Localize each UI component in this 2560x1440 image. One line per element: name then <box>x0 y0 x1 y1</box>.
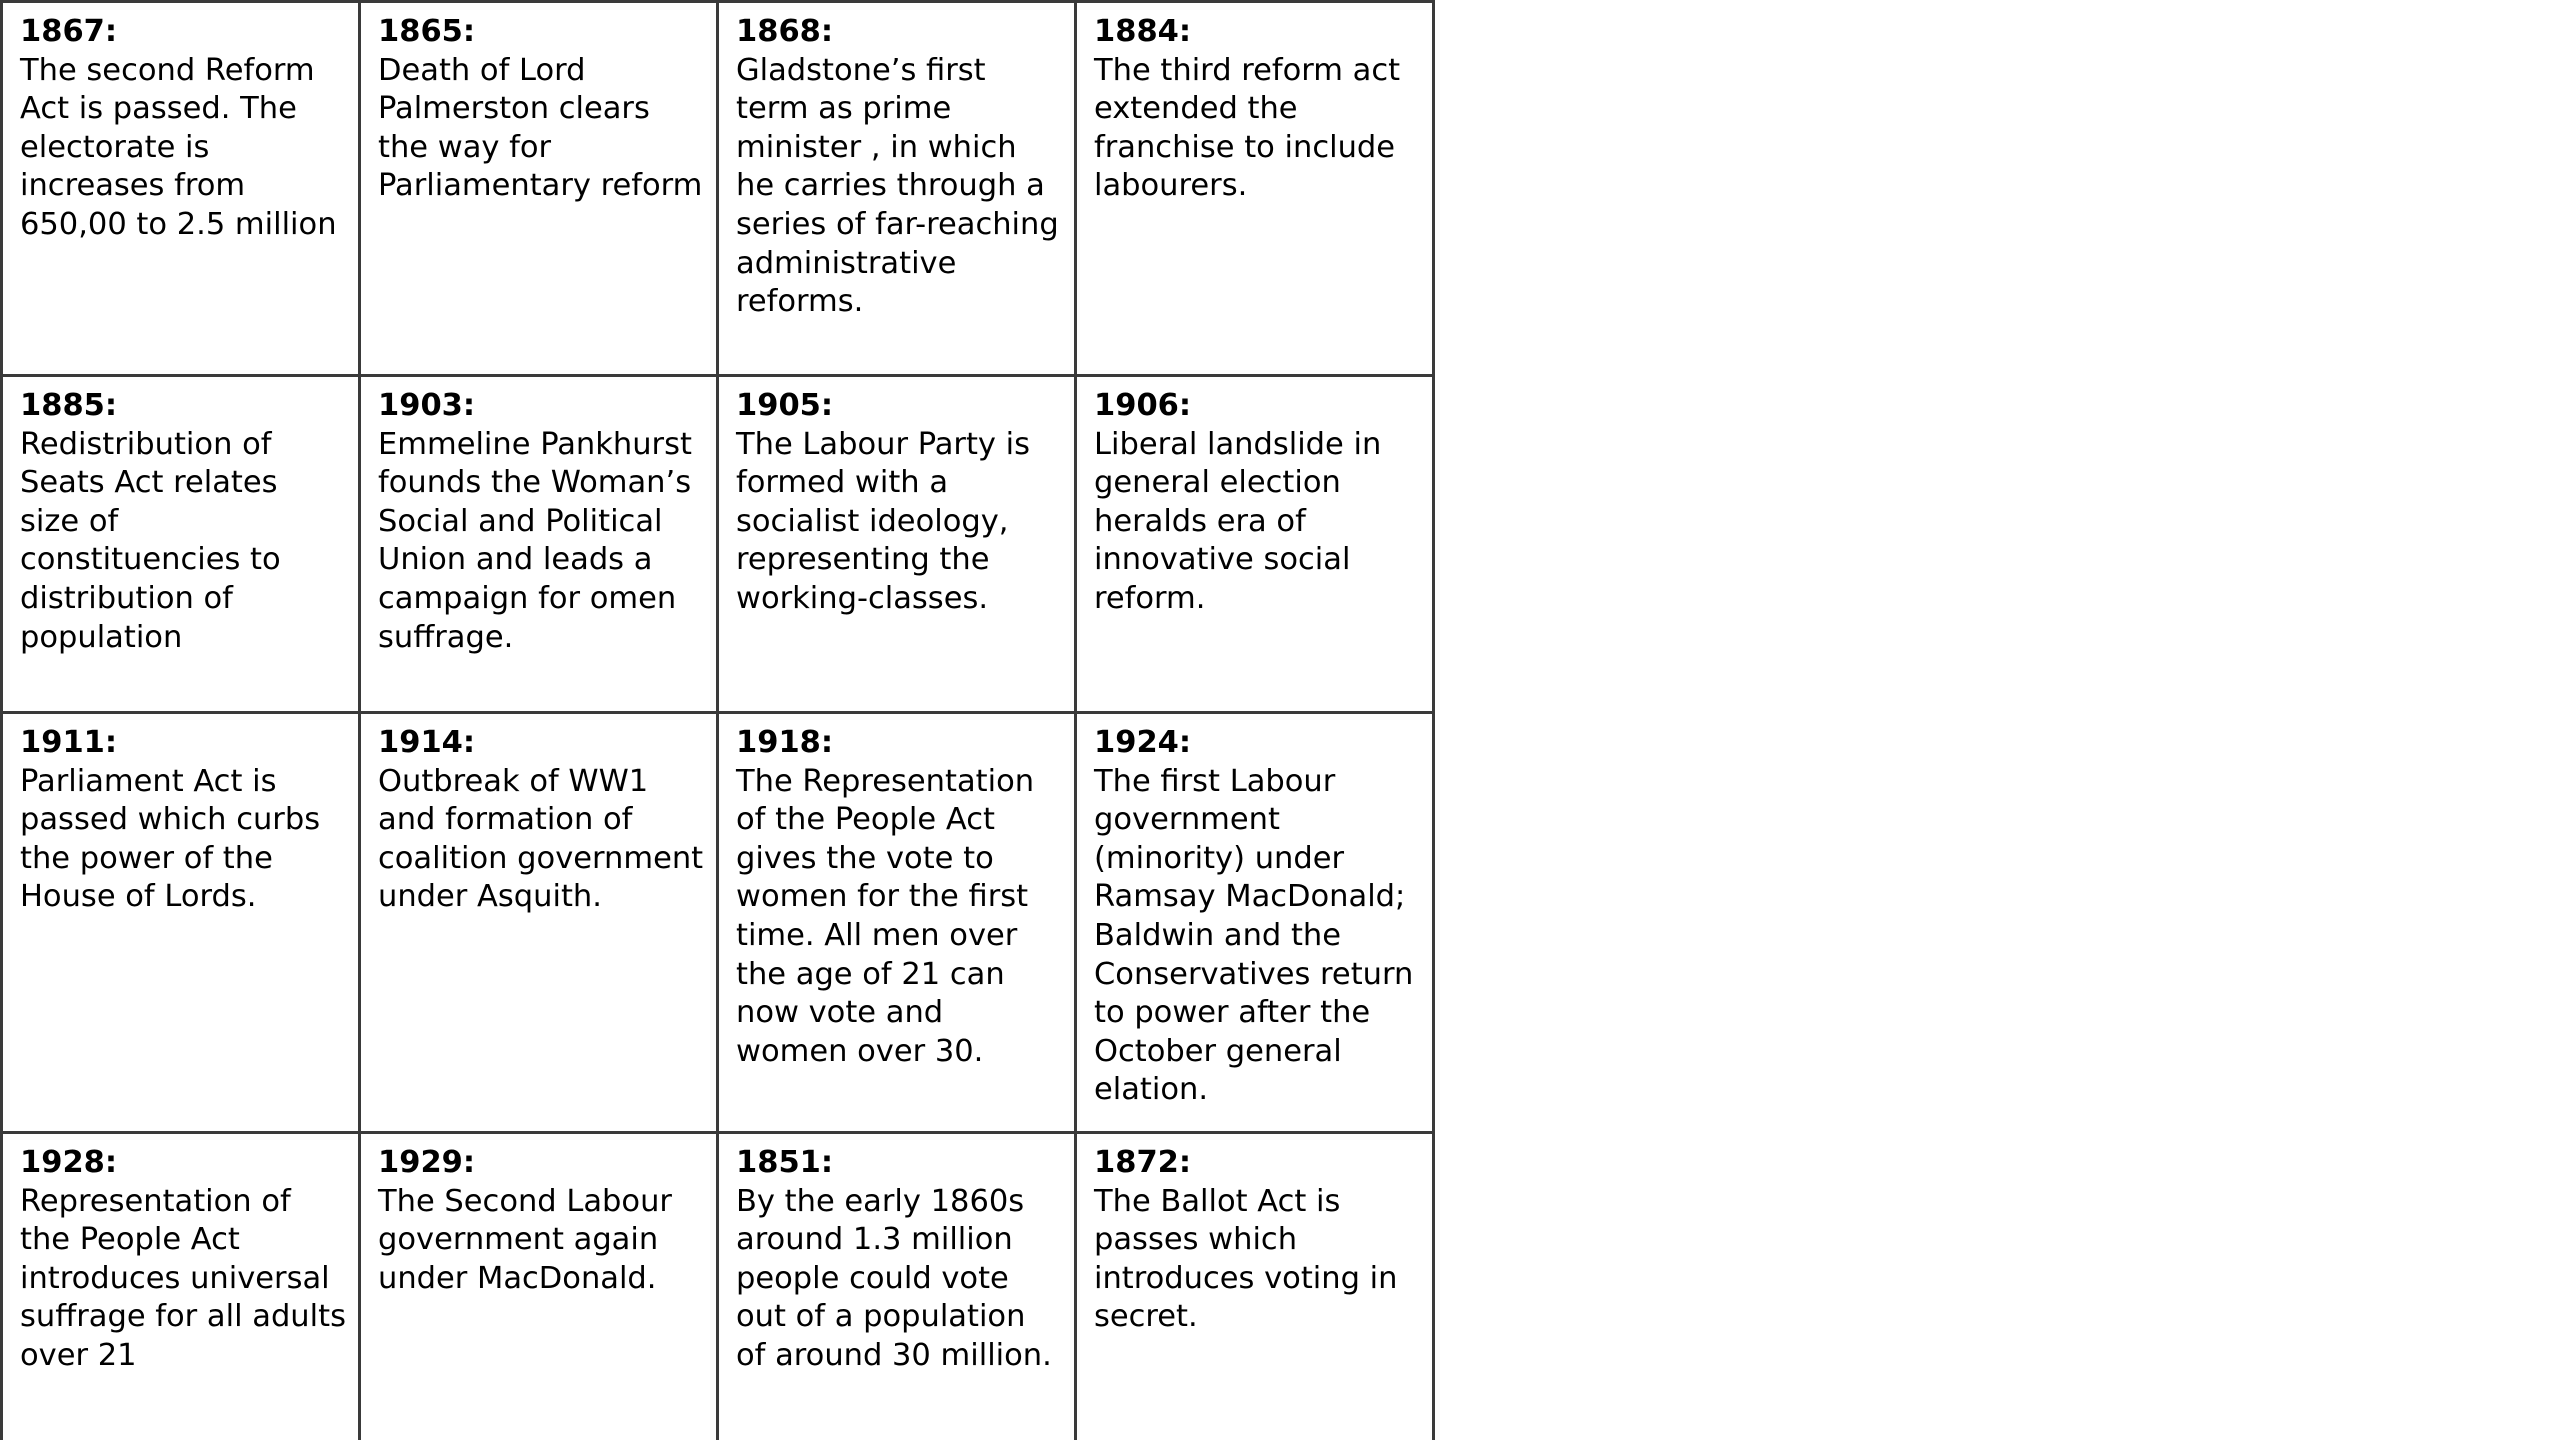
event-description: Emmeline Pankhurst founds the Woman’s Social and Political Union and leads a campaign for omen suffrage. <box>378 426 692 655</box>
event-year: 1872: <box>1094 1145 1192 1180</box>
event-year: 1906: <box>1094 388 1192 423</box>
event-description: The third reform act extended the franchise to include labourers. <box>1094 52 1401 204</box>
event-year: 1924: <box>1094 725 1192 760</box>
event-description: By the early 1860s around 1.3 million people could vote out of a population of around 30 million. <box>736 1183 1052 1373</box>
table-row <box>2 376 1434 713</box>
event-card <box>360 376 718 713</box>
event-card <box>718 2 1076 376</box>
event-card <box>718 713 1076 1133</box>
event-description: The Second Labour government again under MacDonald. <box>378 1183 672 1296</box>
event-year: 1905: <box>736 388 834 423</box>
event-description: The first Labour government (minority) under Ramsay MacDonald; Baldwin and the Conservatives return to power after the October general elation. <box>1094 763 1414 1108</box>
event-card <box>360 1133 718 1440</box>
event-description: The second Reform Act is passed. The electorate is increases from 650,00 to 2.5 million <box>20 52 337 242</box>
event-card <box>2 1133 360 1440</box>
event-year: 1903: <box>378 388 476 423</box>
event-card <box>1076 376 1434 713</box>
event-year: 1868: <box>736 14 834 49</box>
event-card <box>718 376 1076 713</box>
event-year: 1929: <box>378 1145 476 1180</box>
event-description: The Labour Party is formed with a socialist ideology, representing the working-classes. <box>736 426 1031 616</box>
event-description: Redistribution of Seats Act relates size of constituencies to distribution of population <box>20 426 281 655</box>
event-year: 1885: <box>20 388 118 423</box>
event-card <box>1076 713 1434 1133</box>
event-description: The Ballot Act is passes which introduces voting in secret. <box>1094 1183 1398 1335</box>
event-year: 1851: <box>736 1145 834 1180</box>
event-card <box>1076 1133 1434 1440</box>
event-card <box>2 2 360 376</box>
event-card <box>360 713 718 1133</box>
event-card <box>1076 2 1434 376</box>
event-year: 1867: <box>20 14 118 49</box>
event-card <box>718 1133 1076 1440</box>
event-card <box>2 376 360 713</box>
event-year: 1918: <box>736 725 834 760</box>
table-row <box>2 1133 1434 1440</box>
event-card <box>360 2 718 376</box>
event-description: The Representation of the People Act gives the vote to women for the first time. All men over the age of 21 can now vote and women over 30. <box>736 763 1035 1069</box>
event-description: Death of Lord Palmerston clears the way for Parliamentary reform <box>378 52 703 204</box>
table-row <box>2 2 1434 376</box>
event-description: Outbreak of WW1 and formation of coalition government under Asquith. <box>378 763 704 915</box>
event-year: 1865: <box>378 14 476 49</box>
event-year: 1914: <box>378 725 476 760</box>
event-year: 1928: <box>20 1145 118 1180</box>
table-row <box>2 713 1434 1133</box>
event-description: Gladstone’s first term as prime minister , in which he carries through a series of far-reaching administrative reforms. <box>736 52 1059 320</box>
event-year: 1911: <box>20 725 118 760</box>
event-card <box>2 713 360 1133</box>
event-description: Parliament Act is passed which curbs the power of the House of Lords. <box>20 763 321 915</box>
event-description: Liberal landslide in general election heralds era of innovative social reform. <box>1094 426 1382 616</box>
event-description: Representation of the People Act introduces universal suffrage for all adults over 21 <box>20 1183 346 1373</box>
event-year: 1884: <box>1094 14 1192 49</box>
